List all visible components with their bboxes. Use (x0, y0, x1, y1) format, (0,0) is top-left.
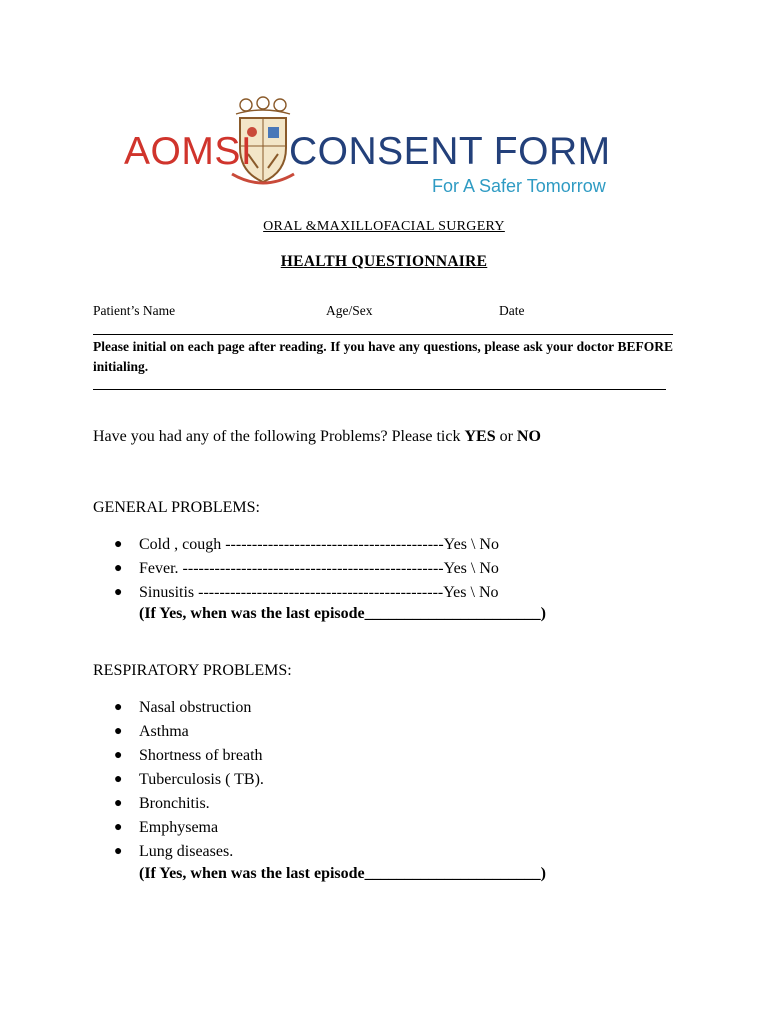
respiratory-episode-line: (If Yes, when was the last episode______________________) (139, 865, 546, 882)
list-item: ● Fever. -------------------------------------------------Yes \ No (93, 557, 499, 581)
date-label: Date (499, 303, 525, 318)
list-item: ● Sinusitis ----------------------------------------------Yes \ No (93, 581, 499, 605)
general-problems-list (93, 533, 499, 605)
list-item: ● Emphysema (93, 816, 264, 840)
respiratory-problems-title: RESPIRATORY PROBLEMS: (93, 662, 292, 679)
tagline: For A Safer Tomorrow (432, 176, 606, 196)
question-text: Have you had any of the following Problems? Please tick YES or NO (93, 428, 541, 445)
bullet-icon: ● (114, 700, 123, 715)
form-subtitle: ORAL &MAXILLOFACIAL SURGERY (263, 219, 505, 234)
list-item: ● Asthma (93, 720, 264, 744)
form-header (0, 90, 768, 200)
bullet-icon: ● (114, 844, 123, 859)
general-problems-title: GENERAL PROBLEMS: (93, 499, 260, 516)
form-heading: HEALTH QUESTIONNAIRE (280, 253, 488, 270)
field-underline (93, 334, 673, 335)
bullet-icon: ● (114, 748, 123, 763)
respiratory-problems-list (93, 696, 264, 864)
bullet-icon: ● (114, 772, 123, 787)
instruction-underline (93, 389, 666, 390)
list-item: ● Cold , cough -----------------------------------------Yes \ No (93, 533, 499, 557)
general-episode-line: (If Yes, when was the last episode______________________) (139, 605, 546, 622)
bullet-icon: ● (114, 561, 123, 576)
bullet-icon: ● (114, 796, 123, 811)
age-sex-label: Age/Sex (326, 303, 373, 318)
bullet-icon: ● (114, 724, 123, 739)
list-item: ● Tuberculosis ( TB). (93, 768, 264, 792)
bullet-icon: ● (114, 585, 123, 600)
title-consent-form: CONSENT FORM (289, 130, 611, 173)
instruction-text: Please initial on each page after reading. If you have any questions, please ask your doctor BEFORE initialing. (93, 339, 673, 374)
bullet-icon: ● (114, 820, 123, 835)
list-item: ● Nasal obstruction (93, 696, 264, 720)
title-aomsi: AOMSI (124, 130, 253, 173)
list-item: ● Shortness of breath (93, 744, 264, 768)
list-item: ● Bronchitis. (93, 792, 264, 816)
bullet-icon: ● (114, 537, 123, 552)
list-item: ● Lung diseases. (93, 840, 264, 864)
patient-name-label: Patient’s Name (93, 303, 176, 318)
